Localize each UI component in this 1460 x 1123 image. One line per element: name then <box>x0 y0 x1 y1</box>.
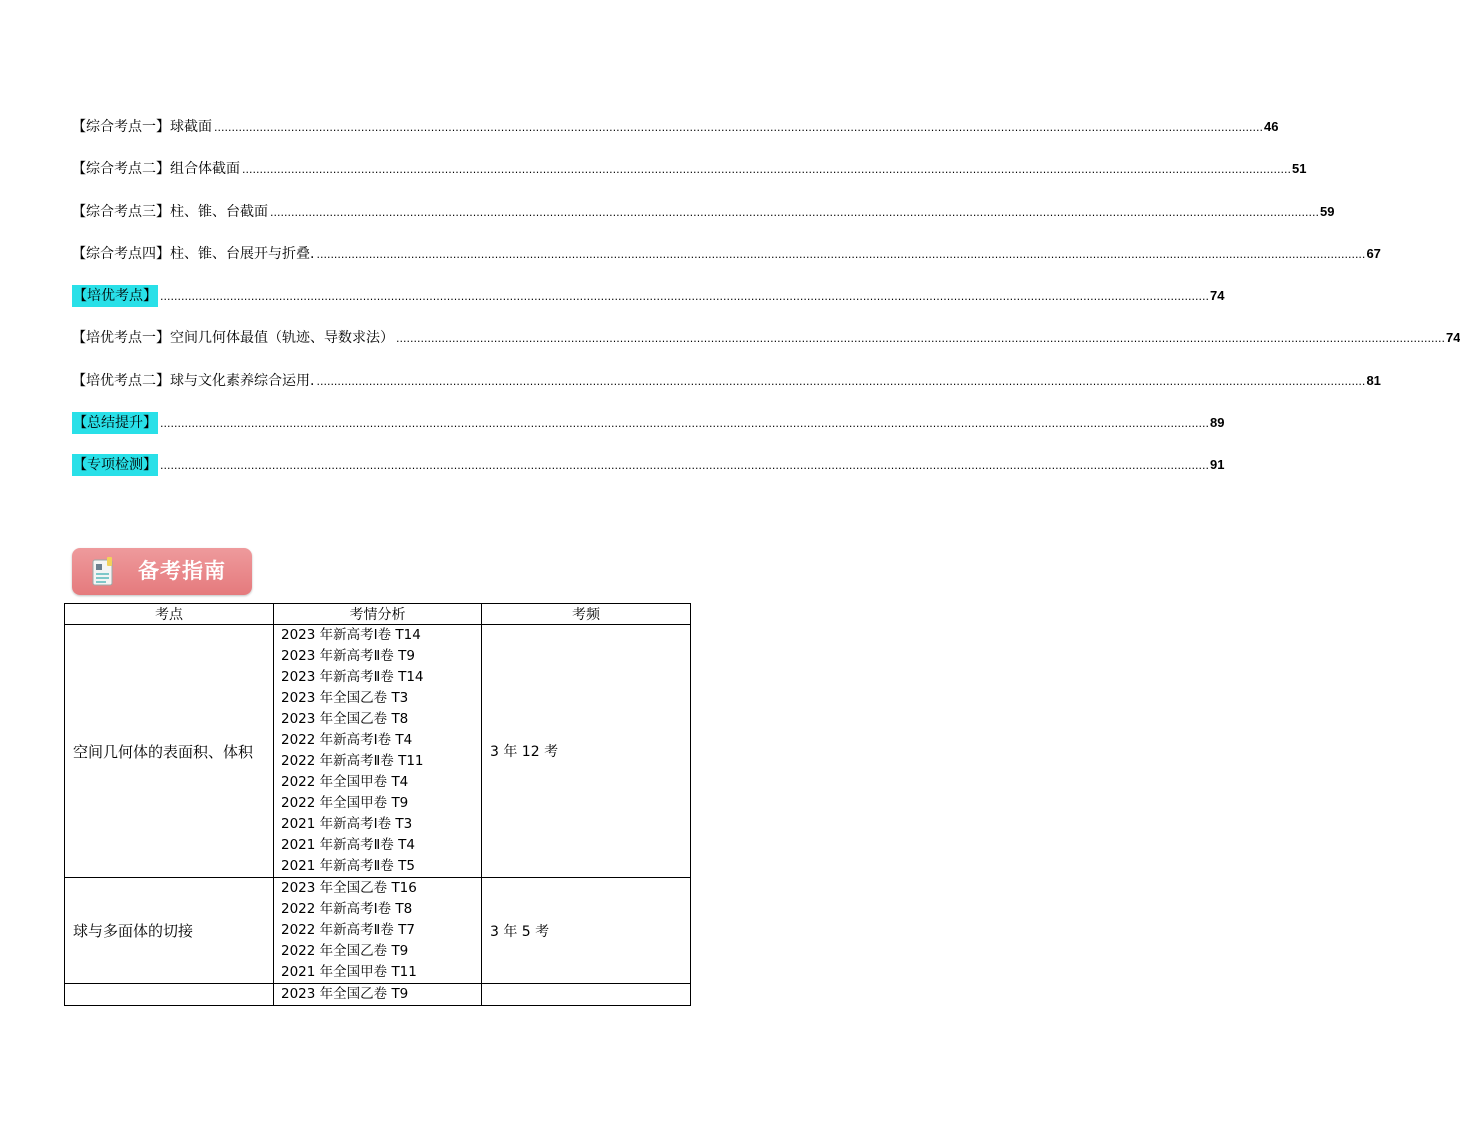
header-topic: 考点 <box>65 604 274 625</box>
topic-cell: 空间几何体的表面积、体积 <box>65 625 274 878</box>
document-icon <box>90 557 118 587</box>
toc-entry-page: 67 <box>1366 245 1381 261</box>
toc-entry-label: 【综合考点四】柱、锥、台展开与折叠. <box>72 245 315 262</box>
analysis-item: 2023 年全国乙卷 T16 <box>281 880 417 896</box>
toc-leader-dots: ............................................................................................................................................................................................................................................................................................................ <box>316 374 1366 388</box>
toc-entry-page: 89 <box>1209 415 1225 431</box>
toc-entry[interactable] <box>72 243 1381 285</box>
topic-cell <box>65 984 274 1006</box>
toc-entry-page: 74 <box>1445 330 1460 346</box>
banner-title: 备考指南 <box>138 559 226 583</box>
toc-leader-dots: ............................................................................................................................................................................................................................................................................................................ <box>396 332 1445 346</box>
toc-leader-dots: ............................................................................................................................................................................................................................................................................................................ <box>160 417 1209 431</box>
toc-entry-label: 【综合考点一】球截面 <box>72 119 212 135</box>
analysis-item: 2023 年新高考Ⅱ卷 T14 <box>281 669 424 685</box>
analysis-item: 2023 年新高考Ⅰ卷 T14 <box>281 627 421 643</box>
exam-guide-table <box>64 603 691 1006</box>
toc-leader-dots: ............................................................................................................................................................................................................................................................................................................ <box>242 163 1291 177</box>
analysis-item: 2022 年全国乙卷 T9 <box>281 943 409 959</box>
table-of-contents <box>72 116 1460 497</box>
table-header-row <box>65 604 691 625</box>
analysis-item: 2023 年全国乙卷 T8 <box>281 711 409 727</box>
toc-entry[interactable] <box>72 158 1307 200</box>
analysis-cell <box>274 984 482 1006</box>
prep-guide-banner <box>72 548 252 595</box>
analysis-item: 2022 年新高考Ⅰ卷 T8 <box>281 901 413 917</box>
toc-leader-dots: ............................................................................................................................................................................................................................................................................................................ <box>160 459 1209 473</box>
analysis-cell <box>274 625 482 878</box>
toc-entry-label: 【专项检测】 <box>72 454 158 476</box>
toc-entry-label: 【培优考点二】球与文化素养综合运用. <box>72 372 315 389</box>
header-analysis: 考情分析 <box>274 604 482 625</box>
toc-entry[interactable] <box>72 201 1335 243</box>
analysis-item: 2022 年新高考Ⅱ卷 T11 <box>281 753 424 769</box>
analysis-item: 2023 年全国乙卷 T3 <box>281 690 409 706</box>
frequency-cell: 3 年 12 考 <box>482 625 691 878</box>
toc-entry[interactable] <box>72 285 1225 327</box>
toc-entry-page: 91 <box>1209 457 1225 473</box>
toc-entry-page: 59 <box>1319 203 1335 219</box>
toc-entry[interactable] <box>72 116 1279 158</box>
toc-entry[interactable] <box>72 370 1381 412</box>
toc-entry[interactable] <box>72 412 1225 454</box>
header-frequency: 考频 <box>482 604 691 625</box>
analysis-cell <box>274 878 482 984</box>
toc-entry-page: 74 <box>1209 288 1225 304</box>
toc-entry-page: 46 <box>1263 119 1279 134</box>
analysis-item: 2021 年新高考Ⅰ卷 T3 <box>281 816 413 832</box>
toc-entry-label: 【总结提升】 <box>72 412 158 434</box>
toc-entry-label: 【综合考点三】柱、锥、台截面 <box>72 203 268 220</box>
table-row <box>65 625 691 878</box>
analysis-item: 2022 年新高考Ⅱ卷 T7 <box>281 922 415 938</box>
toc-entry[interactable] <box>72 327 1460 369</box>
frequency-cell <box>482 984 691 1006</box>
toc-leader-dots: ............................................................................................................................................................................................................................................................................................................ <box>160 290 1209 304</box>
toc-entry-label: 【综合考点二】组合体截面 <box>72 161 240 178</box>
topic-cell: 球与多面体的切接 <box>65 878 274 984</box>
toc-leader-dots: ............................................................................................................................................................................................................................................................................................................ <box>270 205 1319 219</box>
analysis-item: 2022 年全国甲卷 T9 <box>281 795 409 811</box>
table-row <box>65 878 691 984</box>
toc-leader-dots: ............................................................................................................................................................................................................................................................................................................ <box>214 121 1263 134</box>
analysis-item: 2023 年新高考Ⅱ卷 T9 <box>281 648 415 664</box>
toc-entry[interactable] <box>72 454 1225 496</box>
toc-leader-dots: ............................................................................................................................................................................................................................................................................................................ <box>316 247 1366 261</box>
toc-entry-page: 51 <box>1291 161 1307 177</box>
toc-entry-label: 【培优考点】 <box>72 285 158 307</box>
analysis-item: 2022 年全国甲卷 T4 <box>281 774 409 790</box>
analysis-item: 2021 年新高考Ⅱ卷 T5 <box>281 858 415 874</box>
analysis-item: 2022 年新高考Ⅰ卷 T4 <box>281 732 413 748</box>
frequency-cell: 3 年 5 考 <box>482 878 691 984</box>
table-row <box>65 984 691 1006</box>
toc-entry-page: 81 <box>1366 372 1381 388</box>
analysis-item: 2021 年全国甲卷 T11 <box>281 964 417 980</box>
toc-entry-label: 【培优考点一】空间几何体最值（轨迹、导数求法） <box>72 330 394 347</box>
analysis-item: 2023 年全国乙卷 T9 <box>281 986 409 1002</box>
analysis-item: 2021 年新高考Ⅱ卷 T4 <box>281 837 415 853</box>
